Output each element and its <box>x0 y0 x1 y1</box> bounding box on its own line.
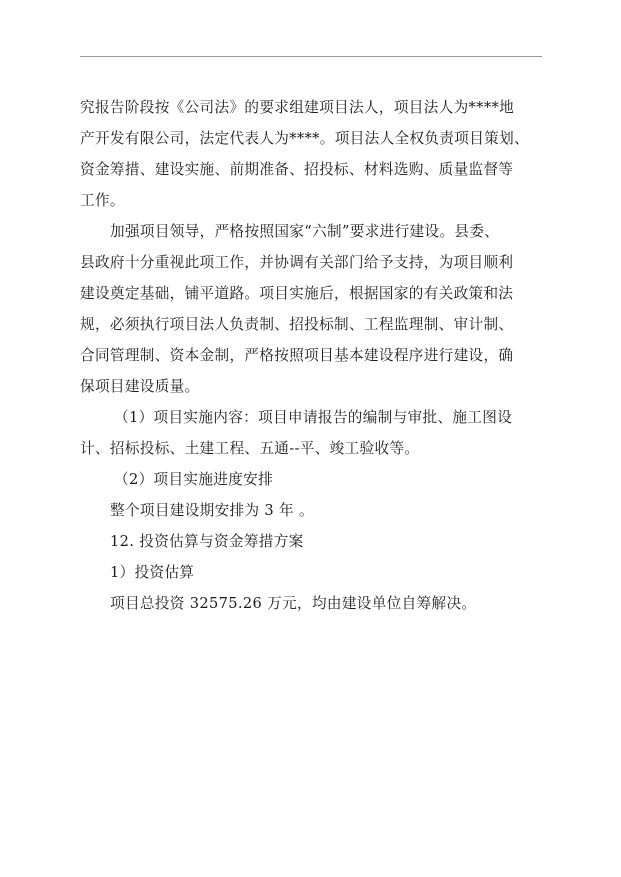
text-line: （1）项目实施内容：项目申请报告的编制与审批、施工图设 <box>114 409 513 426</box>
paragraph-total-investment: 项目总投资 32575.26 万元，均由建设单位自筹解决。 <box>110 595 477 612</box>
text-line: 加强项目领导，严格按照国家“六制”要求进行建设。县委、 <box>110 223 500 240</box>
document-body <box>80 92 546 619</box>
paragraph-project-leadership <box>80 216 546 402</box>
paragraph-implementation-content <box>80 402 546 464</box>
text-line: 产开发有限公司，法定代表人为****。项目法人全权负责项目策划、 <box>80 130 530 147</box>
section-heading-investment: 12. 投资估算与资金筹措方案 <box>110 533 304 550</box>
header-rule <box>80 56 542 57</box>
paragraph-project-legal-entity <box>80 92 546 216</box>
text-line: 究报告阶段按《公司法》的要求组建项目法人，项目法人为****地 <box>80 99 515 116</box>
text-line: 县政府十分重视此项工作，并协调有关部门给予支持，为项目顺利 <box>80 254 514 271</box>
text-line: 建设奠定基础，铺平道路。项目实施后，根据国家的有关政策和法 <box>80 285 514 302</box>
text-line: 计、招标投标、土建工程、五通--平、竣工验收等。 <box>80 440 420 457</box>
text-line: 保项目建设质量。 <box>80 378 200 395</box>
text-line: 资金筹措、建设实施、前期准备、招投标、材料选购、质量监督等 <box>80 161 514 178</box>
heading-implementation-schedule: （2）项目实施进度安排 <box>114 471 274 488</box>
text-line: 合同管理制、资本金制，严格按照项目基本建设程序进行建设，确 <box>80 347 514 364</box>
text-line: 规，必须执行项目法人负责制、招投标制、工程监理制、审计制、 <box>80 316 514 333</box>
subsection-heading-investment-estimate: 1）投资估算 <box>110 564 195 581</box>
text-line: 工作。 <box>80 192 125 209</box>
paragraph-construction-period: 整个项目建设期安排为 3 年 。 <box>110 502 314 519</box>
